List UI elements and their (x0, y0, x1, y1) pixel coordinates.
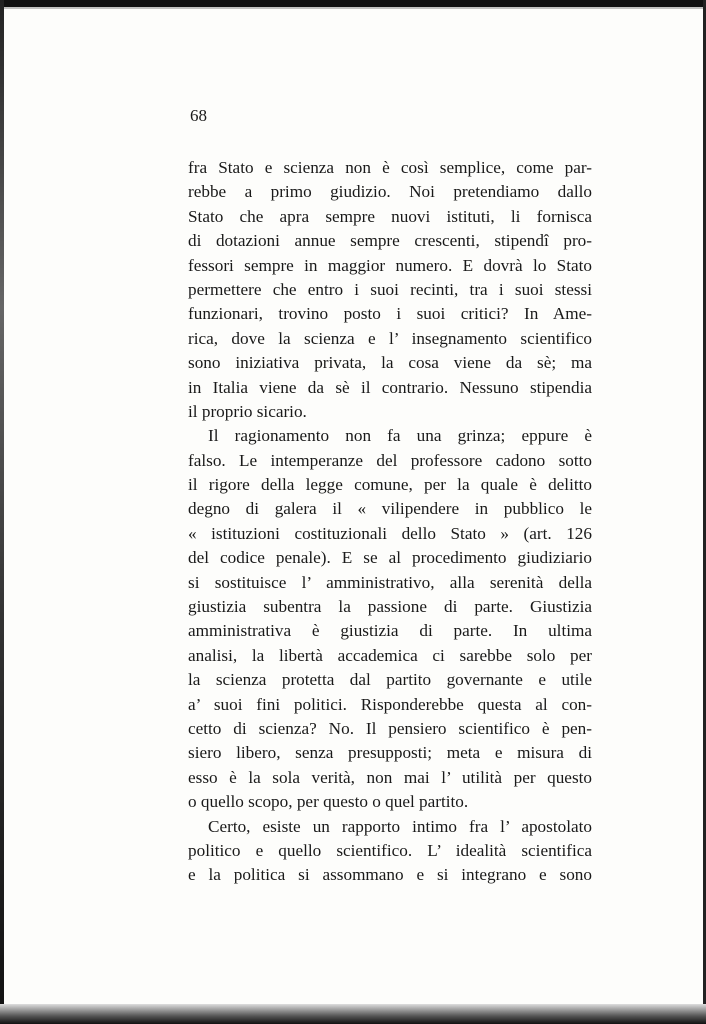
body-text (188, 156, 592, 888)
scan-top-shadow (0, 7, 706, 9)
text-line: a’ suoi fini politici. Risponderebbe questa al con- (188, 694, 592, 714)
scan-top-edge (0, 0, 706, 7)
text-line: permettere che entro i suoi recinti, tra i suoi stessi (188, 279, 592, 299)
text-line: Il ragionamento non fa una grinza; eppure è (208, 426, 592, 446)
text-line: fra Stato e scienza non è così semplice, come par- (188, 158, 592, 177)
text-line: degno di galera il « vilipendere in pubblico le (188, 499, 592, 519)
text-line: Certo, esiste un rapporto intimo fra l’ apostolato (208, 816, 592, 836)
text-line: il proprio sicario. (188, 401, 307, 421)
text-line: fessori sempre in maggior numero. E dovrà lo Stato (188, 255, 592, 275)
text-line: Stato che apra sempre nuovi istituti, li fornisca (188, 206, 592, 226)
text-line: rebbe a primo giudizio. Noi pretendiamo dallo (188, 182, 592, 202)
text-line: cetto di scienza? No. Il pensiero scientifico è pen- (188, 718, 592, 738)
text-line: esso è la sola verità, non mai l’ utilità per questo (188, 767, 592, 787)
text-line: amministrativa è giustizia di parte. In ultima (188, 621, 592, 641)
text-line: giustizia subentra la passione di parte. Giustizia (188, 597, 592, 617)
text-line: rica, dove la scienza e l’ insegnamento scientifico (188, 328, 592, 348)
text-line: del codice penale). E se al procedimento giudiziario (188, 548, 592, 568)
text-line: in Italia viene da sè il contrario. Nessuno stipendia (188, 377, 592, 397)
text-line: sono iniziativa privata, la cosa viene da sè; ma (188, 353, 592, 373)
scan-left-edge (0, 0, 4, 1024)
text-line: il rigore della legge comune, per la quale è delitto (188, 475, 592, 495)
text-line: siero libero, senza presupposti; meta e misura di (188, 743, 592, 763)
text-line: si sostituisce l’ amministrativo, alla serenità della (188, 572, 592, 592)
text-line: di dotazioni annue sempre crescenti, stipendî pro- (188, 231, 592, 251)
text-line: « istituzioni costituzionali dello Stato » (art. 126 (188, 523, 592, 543)
scan-bottom-edge (0, 1004, 706, 1024)
text-line: falso. Le intemperanze del professore cadono sotto (188, 450, 592, 470)
text-line: o quello scopo, per questo o quel partito. (188, 792, 469, 812)
text-line: funzionari, trovino posto i suoi critici? In Ame- (188, 304, 592, 324)
text-line: la scienza protetta dal partito governante e utile (188, 670, 592, 690)
text-line: analisi, la libertà accademica ci sarebbe solo per (188, 645, 592, 665)
text-line: politico e quello scientifico. L’ idealità scientifica (188, 840, 592, 860)
text-line: e la politica si assommano e si integrano e sono (188, 865, 592, 885)
page-number: 68 (190, 106, 207, 125)
